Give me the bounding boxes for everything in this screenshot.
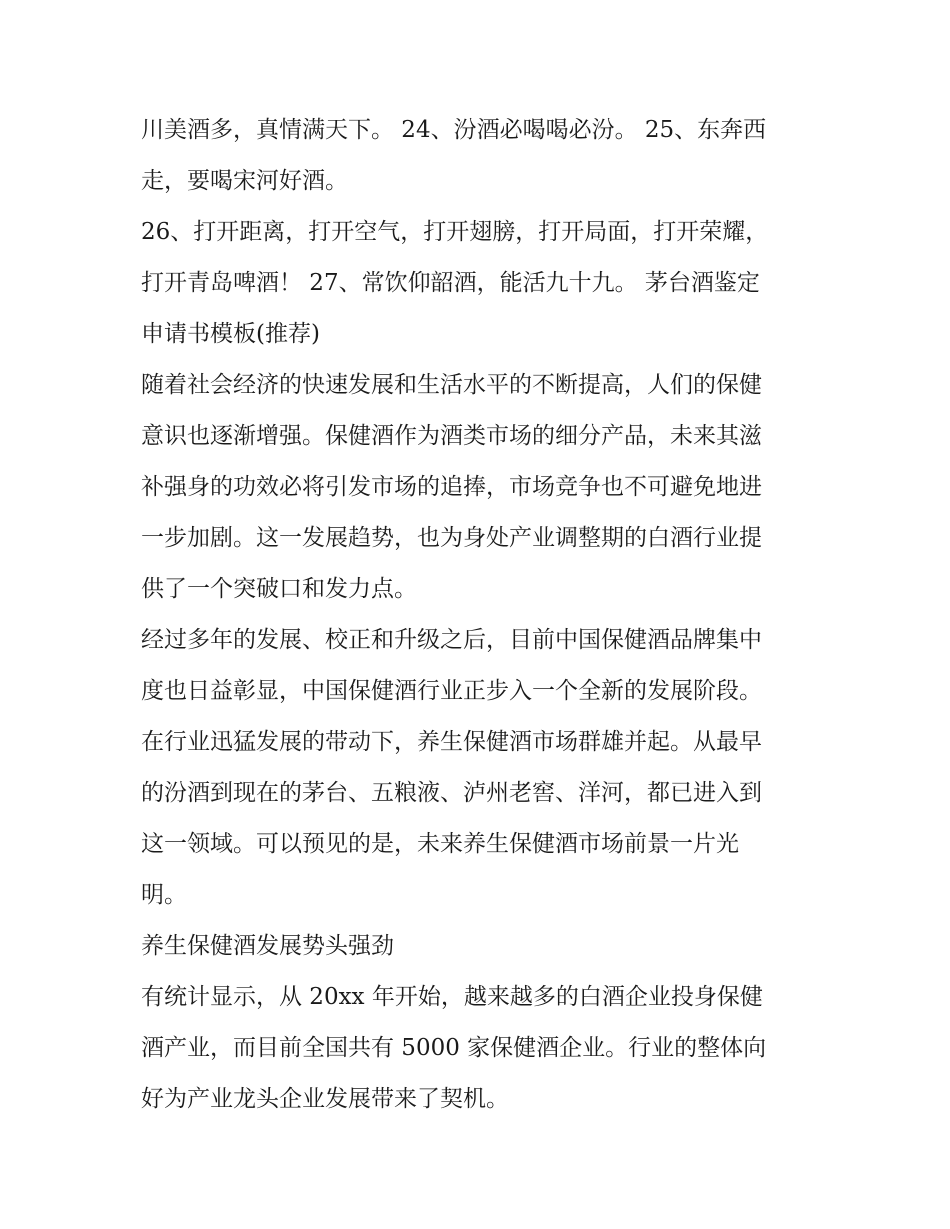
paragraph-intro [141,360,813,615]
text-line: 补强身的功效必将引发市场的追捧，市场竞争也不可避免地进 [141,474,762,500]
text-line: 川美酒多，真情满天下。 24、汾酒必喝喝必汾。 25、东奔西 [141,117,767,143]
section-heading [141,921,813,972]
heading-line: 养生保健酒发展势头强劲 [141,933,394,959]
text-line: 酒产业，而目前全国共有 5000 家保健酒企业。行业的整体向 [141,1035,767,1061]
document-body [141,105,813,1125]
text-line: 意识也逐渐增强。保健酒作为酒类市场的细分产品，未来其滋 [141,423,762,449]
text-line: 经过多年的发展、校正和升级之后，目前中国保健酒品牌集中 [141,627,762,653]
text-line: 在行业迅猛发展的带动下，养生保健酒市场群雄并起。从最早 [141,729,762,755]
text-line: 明。 [141,882,187,908]
text-line: 度也日益彰显，中国保健酒行业正步入一个全新的发展阶段。 [141,678,762,704]
text-line: 走，要喝宋河好酒。 [141,168,348,194]
text-line: 随着社会经济的快速发展和生活水平的不断提高，人们的保健 [141,372,762,398]
text-line: 一步加剧。这一发展趋势，也为身处产业调整期的白酒行业提 [141,525,762,551]
paragraph-statistics [141,972,813,1125]
paragraph-development [141,615,813,921]
text-line: 26、打开距离，打开空气，打开翅膀，打开局面，打开荣耀， [141,219,769,245]
text-line: 供了一个突破口和发力点。 [141,576,417,602]
text-line: 好为产业龙头企业发展带来了契机。 [141,1086,509,1112]
paragraph-slogans-2 [141,207,813,360]
text-line: 打开青岛啤酒！ 27、常饮仰韶酒，能活九十九。 茅台酒鉴定 [141,270,760,296]
text-line: 有统计显示，从 20xx 年开始，越来越多的白酒企业投身保健 [141,984,763,1010]
text-line: 申请书模板(推荐) [141,321,320,347]
text-line: 这一领域。可以预见的是，未来养生保健酒市场前景一片光 [141,831,739,857]
text-line: 的汾酒到现在的茅台、五粮液、泸州老窖、洋河，都已进入到 [141,780,762,806]
paragraph-slogans-1 [141,105,813,207]
